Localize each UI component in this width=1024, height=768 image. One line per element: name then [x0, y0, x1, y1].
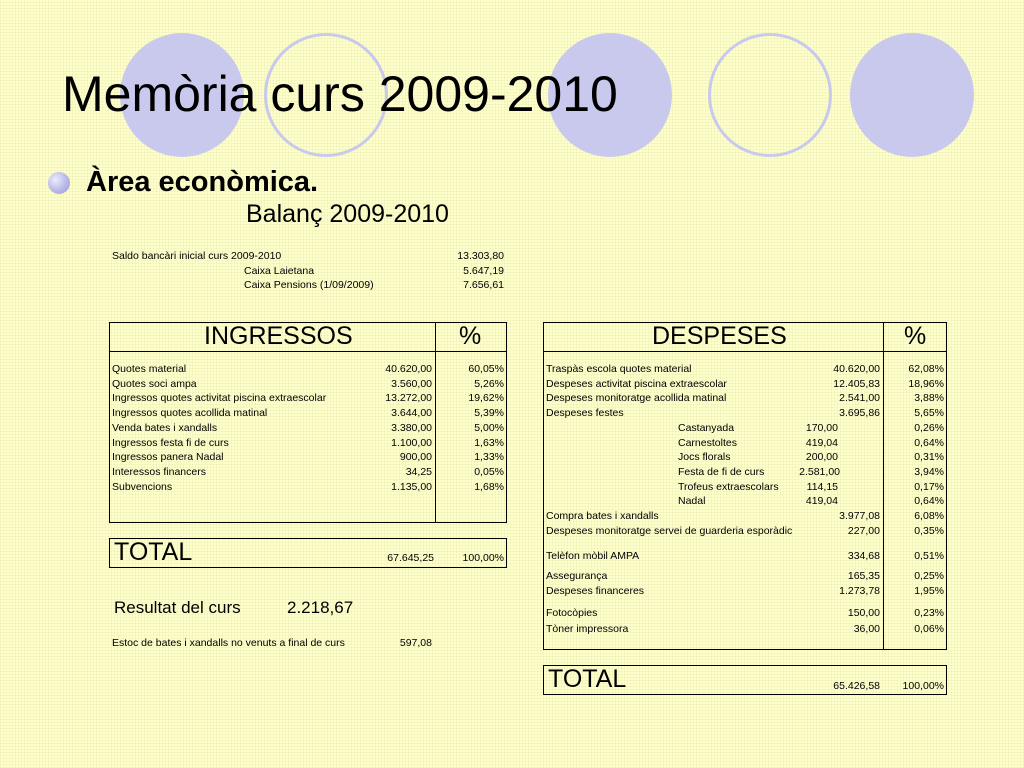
ingressos-pct-header: %	[459, 322, 482, 350]
row-label: Festa de fi de curs	[678, 465, 765, 478]
row-label: Traspàs escola quotes material	[546, 363, 692, 375]
table-row	[110, 450, 506, 465]
row-pct: 0,05%	[474, 465, 504, 478]
row-label: Despeses monitoratge acollida matinal	[546, 392, 727, 405]
ingressos-total-label: TOTAL	[114, 538, 193, 566]
row-amount: 2.581,00	[799, 465, 840, 478]
row-label: Venda bates i xandalls	[112, 421, 218, 434]
row-pct: 5,65%	[914, 407, 944, 420]
row-label: Quotes soci ampa	[112, 377, 197, 390]
table-row	[110, 406, 506, 421]
row-amount: 3.560,00	[391, 377, 432, 390]
festes-row	[544, 494, 946, 509]
row-amount: 1.273,78	[839, 584, 880, 597]
row-amount: 34,25	[405, 465, 432, 478]
row-pct: 1,68%	[474, 480, 504, 493]
row-amount: 114,15	[806, 480, 838, 493]
saldo-item-label: Caixa Pensions (1/09/2009)	[244, 279, 374, 291]
row-amount: 200,00	[805, 451, 838, 464]
row-amount: 2.541,00	[839, 392, 880, 405]
slide-title: Memòria curs 2009-2010	[62, 66, 618, 122]
row-amount: 13.272,00	[385, 392, 432, 405]
table-row	[544, 584, 946, 599]
row-amount: 227,00	[847, 524, 880, 537]
despeses-header: DESPESES	[652, 322, 787, 350]
row-label: Carnestoltes	[678, 436, 737, 449]
row-pct: 0,17%	[914, 480, 944, 493]
row-amount: 36,00	[853, 623, 880, 635]
table-row	[110, 465, 506, 480]
festes-row	[544, 436, 946, 451]
table-row	[110, 377, 506, 392]
row-amount: 3.644,00	[391, 407, 432, 420]
row-amount: 419,04	[805, 495, 838, 508]
despeses-total-label: TOTAL	[548, 665, 627, 693]
row-label: Subvencions	[112, 480, 173, 493]
row-amount: 419,04	[805, 436, 838, 449]
festes-row	[544, 450, 946, 465]
row-pct: 3,88%	[914, 392, 944, 405]
row-label: Despeses festes	[546, 407, 624, 420]
row-amount: 170,00	[805, 421, 838, 434]
saldo-item-value: 5.647,19	[463, 265, 504, 277]
ingressos-total-pct: 100,00%	[462, 552, 504, 564]
row-amount: 3.977,08	[839, 510, 880, 522]
table-row	[544, 391, 946, 406]
row-pct: 0,06%	[914, 623, 944, 635]
row-pct: 19,62%	[468, 392, 504, 405]
row-label: Fotocòpies	[546, 607, 598, 619]
table-row	[544, 362, 946, 377]
row-pct: 0,51%	[914, 550, 944, 562]
row-amount: 334,68	[847, 550, 880, 562]
row-label: Castanyada	[678, 421, 735, 434]
despeses-pct-header: %	[904, 322, 927, 350]
row-pct: 1,33%	[474, 451, 504, 464]
row-pct: 1,63%	[474, 436, 504, 449]
table-row	[544, 606, 946, 621]
table-row	[544, 549, 946, 564]
row-label: Assegurança	[546, 570, 608, 582]
saldo-value: 13.303,80	[457, 250, 504, 262]
saldo-item-value: 7.656,61	[463, 279, 504, 291]
table-row	[544, 569, 946, 584]
balance-subtitle: Balanç 2009-2010	[246, 200, 449, 228]
festes-row	[544, 421, 946, 436]
row-pct: 0,31%	[914, 451, 944, 464]
row-pct: 1,95%	[914, 584, 944, 597]
row-amount: 1.100,00	[391, 436, 432, 449]
row-amount: 12.405,83	[833, 377, 880, 390]
row-pct: 5,26%	[474, 377, 504, 390]
bullet-icon	[48, 172, 70, 194]
row-pct: 5,00%	[474, 421, 504, 434]
resultat-label: Resultat del curs	[114, 598, 241, 617]
row-pct: 0,64%	[914, 436, 944, 449]
row-pct: 6,08%	[914, 510, 944, 522]
table-row	[544, 377, 946, 392]
ingressos-table	[109, 322, 507, 523]
despeses-total-pct: 100,00%	[902, 680, 944, 692]
table-row	[544, 406, 946, 421]
table-row	[110, 421, 506, 436]
row-label: Ingressos festa fi de curs	[112, 436, 229, 449]
row-pct: 18,96%	[908, 377, 944, 390]
estoc-label: Estoc de bates i xandalls no venuts a final de curs	[112, 637, 345, 649]
table-row	[110, 436, 506, 451]
row-label: Ingressos panera Nadal	[112, 451, 224, 464]
row-pct: 5,39%	[474, 407, 504, 420]
row-amount: 165,35	[847, 570, 880, 582]
festes-row	[544, 465, 946, 480]
bullet-text: Àrea econòmica.	[86, 166, 319, 198]
row-label: Ingressos quotes activitat piscina extraescolar	[112, 392, 327, 405]
despeses-total-amount: 65.426,58	[833, 680, 880, 692]
table-row	[544, 622, 946, 637]
table-row	[544, 524, 946, 539]
estoc-value: 597,08	[399, 637, 432, 649]
row-amount: 1.135,00	[391, 480, 432, 493]
row-pct: 0,35%	[914, 524, 944, 537]
row-label: Tòner impressora	[546, 623, 629, 635]
row-pct: 3,94%	[914, 465, 944, 478]
row-label: Quotes material	[112, 363, 187, 375]
table-row	[110, 391, 506, 406]
ingressos-total-amount: 67.645,25	[387, 552, 434, 564]
row-label: Compra bates i xandalls	[546, 510, 659, 522]
row-label: Despeses monitoratge servei de guarderia esporàdic	[546, 524, 793, 537]
saldo-label: Saldo bancàri inicial curs 2009-2010	[112, 250, 282, 262]
ingressos-total-box	[109, 538, 507, 568]
table-row	[544, 509, 946, 524]
row-label: Jocs florals	[678, 451, 731, 464]
table-row	[110, 480, 506, 495]
row-amount: 150,00	[847, 607, 880, 619]
despeses-table	[543, 322, 947, 650]
decor-ring	[708, 33, 832, 157]
row-pct: 0,25%	[914, 570, 944, 582]
row-label: Nadal	[678, 495, 706, 508]
row-amount: 900,00	[399, 451, 432, 464]
row-pct: 0,26%	[914, 421, 944, 434]
row-amount: 40.620,00	[833, 363, 880, 375]
ingressos-header: INGRESSOS	[204, 322, 353, 350]
row-label: Telèfon mòbil AMPA	[546, 550, 640, 562]
decor-circle	[850, 33, 974, 157]
resultat-value: 2.218,67	[287, 598, 354, 617]
row-amount: 3.380,00	[391, 421, 432, 434]
row-label: Ingressos quotes acollida matinal	[112, 407, 268, 420]
despeses-total-box	[543, 665, 947, 695]
row-label: Interessos financers	[112, 465, 206, 478]
row-label: Trofeus extraescolars	[678, 480, 779, 493]
row-label: Despeses activitat piscina extraescolar	[546, 377, 727, 390]
row-pct: 60,05%	[468, 363, 504, 375]
table-row	[110, 362, 506, 377]
festes-row	[544, 480, 946, 495]
row-amount: 40.620,00	[385, 363, 432, 375]
row-pct: 62,08%	[908, 363, 944, 375]
row-amount: 3.695,86	[839, 407, 880, 420]
saldo-item-label: Caixa Laietana	[244, 265, 315, 277]
row-pct: 0,23%	[914, 607, 944, 619]
row-pct: 0,64%	[914, 495, 944, 508]
row-label: Despeses financeres	[546, 584, 645, 597]
